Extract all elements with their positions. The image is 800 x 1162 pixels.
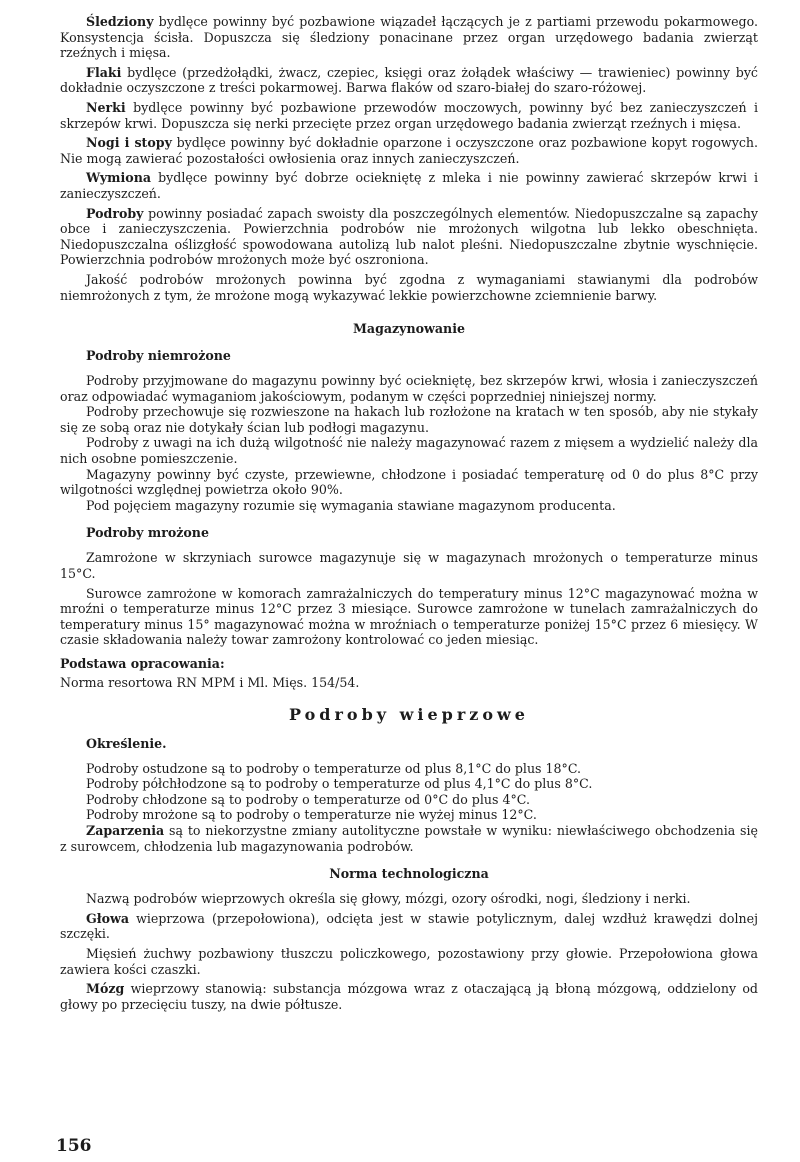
paragraph-nogi: Nogi i stopy bydlęce powinny być dokładnie oparzone i oczyszczone oraz pozbawione kopyt rogowych. Nie mogą zawierać pozostałości owłosienia oraz innych zanieczyszczeń.	[60, 135, 758, 166]
term-podroby: Podroby	[86, 205, 144, 221]
paragraph-zamrozone: Zamrożone w skrzyniach surowce magazynuje się w magazynach mrożonych o temperaturze minus 15°C.	[60, 550, 758, 582]
heading-podroby-niemrozone: Podroby niemrożone	[86, 348, 231, 364]
heading-norma-technologiczna: Norma technologiczna	[329, 866, 489, 882]
term-nerki: Nerki	[86, 99, 126, 115]
term-wymiona: Wymiona	[86, 170, 152, 186]
page-number: 156	[56, 1136, 92, 1156]
term-flaki: Flaki	[86, 64, 122, 80]
paragraph-zaparzenia: Zaparzenia są to niekorzystne zmiany autolityczne powstałe w wyniku: niewłaściwego obchodzenia się z surowcem, chłodzenia lub magazynowania podrobów.	[60, 822, 758, 854]
heading-okreslenie: Określenie.	[86, 735, 167, 751]
paragraph-przechowuje: Podroby przechowuje się rozwieszone na hakach lub rozłożone na kratach w ten sposób, aby nie stykały się ze sobą oraz nie dotykały ścian lub podłogi magazynu.	[60, 404, 758, 435]
term-zaparzenia: Zaparzenia	[86, 822, 165, 838]
paragraph-norma-resortowa: Norma resortowa RN MPM i Ml. Mięs. 154/54.	[60, 675, 360, 690]
paragraph-jakosc: Jakość podrobów mrożonych powinna być zgodna z wymaganiami stawianymi dla podrobów niemrożonych z tym, że mrożone mogą wykazywać lekkie powierzchowne zciemnienie barwy.	[60, 271, 758, 303]
definition-polchlodzone: Podroby półchłodzone są to podroby o temperaturze od plus 4,1°C do plus 8°C.	[86, 776, 593, 792]
paragraph-pojecie: Pod pojęciem magazyny rozumie się wymagania stawiane magazynom producenta.	[86, 497, 616, 513]
paragraph-mozg: Mózg wieprzowy stanowią: substancja mózgowa wraz z otaczającą ją błoną mózgową, oddzielony od głowy po przecięciu tuszy, na dwie półtusze.	[60, 981, 758, 1012]
definition-mrozone: Podroby mrożone są to podroby o temperaturze nie wyżej minus 12°C.	[86, 807, 537, 823]
paragraph-podroby: Podroby powinny posiadać zapach swoisty dla poszczególnych elementów. Niedopuszczalne są zapachy obce i zanieczyszczenia. Powierzchnia podrobów nie mrożonych wilgotna lub lekko obeschnięta. Niedopuszczalna oślizgłość spowodowana autolizą lub nalot pleśni. Niedopuszczalne zbytnie wyschnięcie. Powierzchnia podrobów mrożonych może być oszroniona.	[60, 205, 758, 268]
heading-magazynowanie: Magazynowanie	[352, 321, 466, 337]
definition-chlodzone: Podroby chłodzone są to podroby o temperaturze od 0°C do plus 4°C.	[86, 791, 530, 807]
paragraph-miesien: Mięsień żuchwy pozbawiony tłuszczu policzkowego, pozostawiony przy głowie. Przepołowiona głowa zawiera kości czaszki.	[60, 945, 758, 977]
paragraph-surowce: Surowce zamrożone w komorach zamrażalniczych do temperatury minus 12°C magazynować można w mroźni o temperaturze minus 12°C przez 3 miesiące. Surowce zamrożone w tunelach zamrażalniczych do temperatury minus 15° magazynować można w mroźniach o temperaturze poniżej 15°C przez 6 miesięcy. W czasie składowania należy towar zamrożony kontrolować co jeden miesiąc.	[60, 585, 758, 648]
term-sledziony: Śledziony	[86, 14, 154, 29]
paragraph-wymiona: Wymiona bydlęce powinny być dobrze ociekniętę z mleka i nie powinny zawierać skrzepów krwi i zanieczyszczeń.	[60, 170, 758, 201]
paragraph-magazyny: Magazyny powinny być czyste, przewiewne, chłodzone i posiadać temperaturę od 0 do plus 8°C przy wilgotności względnej powietrza około 90%.	[60, 466, 758, 498]
paragraph-nazwa: Nazwą podrobów wieprzowych określa się głowy, mózgi, ozory ośrodki, nogi, śledziony i nerki.	[86, 891, 691, 907]
definition-ostudzone: Podroby ostudzone są to podroby o temperaturze od plus 8,1°C do plus 18°C.	[86, 760, 582, 776]
paragraph-glowa: Głowa wieprzowa (przepołowiona), odcięta jest w stawie potylicznym, dalej wzdłuż krawędzi dolnej szczęki.	[60, 910, 758, 942]
paragraph-nerki: Nerki bydlęce powinny być pozbawione przewodów moczowych, powinny być bez zanieczyszczeń i skrzepów krwi. Dopuszcza się nerki przecięte przez organ urzędowego badania zwierząt rzeźnych i mięsa.	[60, 99, 758, 131]
term-mozg: Mózg	[86, 981, 125, 997]
heading-podroby-mrozone: Podroby mrożone	[86, 525, 209, 541]
paragraph-flaki: Flaki bydlęce (przedżołądki, żwacz, czepiec, księgi oraz żołądek właściwy — trawieniec) powinny być dokładnie oczyszczone z treści pokarmowej. Barwa flaków od szaro-białej do szaro-różowej.	[60, 64, 758, 96]
paragraph-przyjmowane: Podroby przyjmowane do magazynu powinny być ociekniętę, bez skrzepów krwi, włosia i zanieczyszczeń oraz odpowiadać wymaganiom jakościowym, podanym w części poprzedniej niniejszej normy.	[60, 373, 758, 404]
term-nogi: Nogi i stopy	[86, 135, 172, 151]
term-glowa: Głowa	[86, 910, 130, 926]
heading-podstawa: Podstawa opracowania:	[60, 656, 225, 671]
paragraph-sledziony: Śledziony bydlęce powinny być pozbawione wiązadeł łączących je z partiami przewodu pokarmowego. Konsystencja ścisła. Dopuszcza się śledziony ponacinane przez organ urzędowego badania zwierząt rzeźnych i mięsa.	[60, 14, 758, 61]
paragraph-wilgotnosc: Podroby z uwagi na ich dużą wilgotność nie należy magazynować razem z mięsem a wydzielić należy dla nich osobne pomieszczenie.	[60, 435, 758, 467]
section-title-podroby-wieprzowe: Podroby wieprzowe	[289, 704, 529, 724]
